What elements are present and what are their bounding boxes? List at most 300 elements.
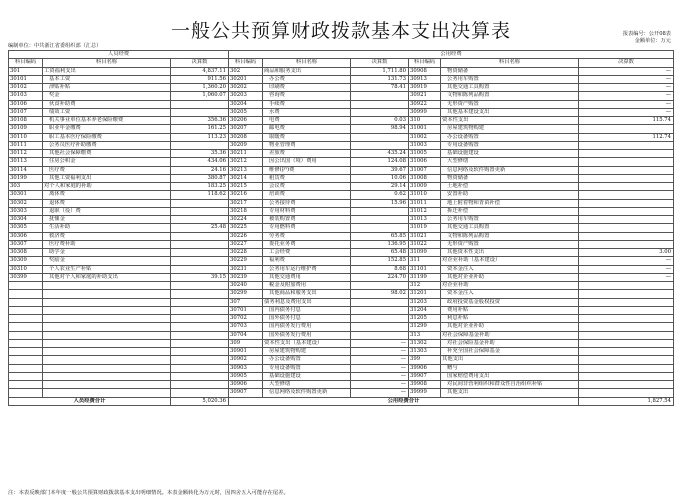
- col-header-code: 科目编码: [229, 59, 263, 67]
- right-amount: [579, 150, 674, 158]
- right-amount: [579, 381, 674, 389]
- right-name: 其他支出: [441, 389, 579, 397]
- left-code: 30111: [9, 141, 43, 149]
- left-code: 30112: [9, 150, 43, 158]
- left-amount: 4,837.11: [171, 67, 229, 75]
- mid-name: 物业管理费: [263, 141, 351, 149]
- right-amount: [579, 290, 674, 298]
- mid-code: 30231: [229, 265, 263, 273]
- mid-amount: 98.02: [351, 290, 409, 298]
- right-name: 房屋建筑物购建: [441, 125, 579, 133]
- table-row: [9, 348, 674, 356]
- left-code: 30107: [9, 108, 43, 116]
- mid-name: 邮电费: [263, 125, 351, 133]
- mid-name: 咨询费: [263, 92, 351, 100]
- left-name: [43, 331, 171, 339]
- right-amount: [579, 323, 674, 331]
- left-amount: [171, 315, 229, 323]
- right-amount: 3.00: [579, 249, 674, 257]
- right-code: 30913: [409, 75, 441, 83]
- mid-amount: —: [351, 364, 409, 372]
- right-amount: —: [579, 75, 674, 83]
- mid-amount: [351, 207, 409, 215]
- right-code: 399: [409, 356, 441, 364]
- left-amount: [171, 381, 229, 389]
- left-amount: [171, 290, 229, 298]
- left-code: 30303: [9, 207, 43, 215]
- mid-code: 30205: [229, 108, 263, 116]
- mid-code: 30701: [229, 306, 263, 314]
- right-amount: —: [579, 265, 674, 273]
- mid-name: 手续费: [263, 100, 351, 108]
- table-row: [9, 364, 674, 372]
- left-code: 30301: [9, 191, 43, 199]
- table-row: [9, 331, 674, 339]
- left-code: 30101: [9, 75, 43, 83]
- mid-name: 公务接待费: [263, 199, 351, 207]
- right-amount: [579, 183, 674, 191]
- right-name: 其他支出: [441, 356, 579, 364]
- mid-name: 委托业务费: [263, 240, 351, 248]
- mid-name: 差旅费: [263, 150, 351, 158]
- left-amount: [171, 249, 229, 257]
- right-code: 31021: [409, 232, 441, 240]
- right-name: 国家赔偿费用支出: [441, 372, 579, 380]
- table-row: [9, 133, 674, 141]
- left-amount: [171, 364, 229, 372]
- left-name: 退职（役）费: [43, 207, 171, 215]
- right-name: 物资储备: [441, 174, 579, 182]
- mid-code: 30204: [229, 100, 263, 108]
- col-header-code: 科目编码: [409, 59, 441, 67]
- table-row: [9, 100, 674, 108]
- table-row: [9, 141, 674, 149]
- mid-name: 其他商品和服务支出: [263, 290, 351, 298]
- right-name: 公务用车购置: [441, 75, 579, 83]
- left-name: 助学金: [43, 249, 171, 257]
- right-amount: [579, 174, 674, 182]
- right-name: 资本金注入: [441, 290, 579, 298]
- mid-code: 30216: [229, 191, 263, 199]
- left-code: 30108: [9, 117, 43, 125]
- right-amount: [579, 224, 674, 232]
- right-amount: [579, 216, 674, 224]
- table-row: [9, 232, 674, 240]
- left-amount: [171, 282, 229, 290]
- left-amount: [171, 216, 229, 224]
- left-name: [43, 389, 171, 397]
- right-name: 其他基本建设支出: [441, 108, 579, 116]
- table-row: [9, 84, 674, 92]
- right-name: 费用补贴: [441, 306, 579, 314]
- mid-code: 30902: [229, 356, 263, 364]
- section-personnel-header: 人员经费: [9, 51, 229, 59]
- table-row: [9, 282, 674, 290]
- compiling-unit: 编制单位：中共浙江省委组织部（汇总）: [8, 43, 102, 49]
- left-name: 生活补助: [43, 224, 171, 232]
- left-code: [9, 331, 43, 339]
- left-name: 个人农业生产补贴: [43, 265, 171, 273]
- left-name: 基本工资: [43, 75, 171, 83]
- left-amount: [171, 331, 229, 339]
- right-amount: [579, 232, 674, 240]
- right-code: 310: [409, 117, 441, 125]
- col-header-amount: 决算数: [351, 59, 409, 67]
- table-row: [9, 92, 674, 100]
- mid-name: 资本性支出（基本建设）: [263, 339, 351, 347]
- table-row: [9, 290, 674, 298]
- right-amount: [579, 166, 674, 174]
- right-amount: —: [579, 84, 674, 92]
- amount-unit: 金额单位：万元: [634, 38, 671, 44]
- table-row: [9, 265, 674, 273]
- right-name: 专用设备购置: [441, 141, 579, 149]
- col-header-amount: 决算数: [171, 59, 229, 67]
- mid-name: 电费: [263, 117, 351, 125]
- left-amount: 24.16: [171, 166, 229, 174]
- mid-name: 债务利息及费用支出: [263, 298, 351, 306]
- mid-name: 其他交通费用: [263, 273, 351, 281]
- left-name: 退休费: [43, 199, 171, 207]
- right-code: 31303: [409, 348, 441, 356]
- right-code: 311: [409, 257, 441, 265]
- right-code: 39999: [409, 389, 441, 397]
- mid-code: 30215: [229, 183, 263, 191]
- mid-amount: 65.48: [351, 249, 409, 257]
- left-name: [43, 364, 171, 372]
- mid-amount: [351, 216, 409, 224]
- mid-name: 专用材料费: [263, 207, 351, 215]
- table-row: [9, 372, 674, 380]
- left-amount: 161.25: [171, 125, 229, 133]
- mid-amount: 78.41: [351, 84, 409, 92]
- mid-code: 30226: [229, 232, 263, 240]
- right-code: 31007: [409, 166, 441, 174]
- right-amount: —: [579, 100, 674, 108]
- table-row: [9, 183, 674, 191]
- right-amount: [579, 282, 674, 290]
- mid-name: 水费: [263, 108, 351, 116]
- mid-amount: 435.24: [351, 150, 409, 158]
- table-row: [9, 249, 674, 257]
- right-code: 31003: [409, 141, 441, 149]
- mid-amount: 10.06: [351, 174, 409, 182]
- right-name: 赠与: [441, 364, 579, 372]
- left-amount: [171, 356, 229, 364]
- left-amount: [171, 232, 229, 240]
- left-name: [43, 290, 171, 298]
- left-code: 30309: [9, 257, 43, 265]
- form-number: 报表编号：公开08表: [622, 31, 671, 37]
- mid-code: 30901: [229, 348, 263, 356]
- left-amount: 35.36: [171, 150, 229, 158]
- left-name: 其他对个人和家庭的补助支出: [43, 273, 171, 281]
- left-code: 30109: [9, 125, 43, 133]
- right-amount: [579, 191, 674, 199]
- left-code: [9, 282, 43, 290]
- right-name: 其他对企业补助: [441, 323, 579, 331]
- mid-code: 30229: [229, 257, 263, 265]
- table-row: [9, 207, 674, 215]
- mid-amount: 8.68: [351, 265, 409, 273]
- mid-code: 30704: [229, 331, 263, 339]
- mid-code: 30703: [229, 323, 263, 331]
- left-code: [9, 306, 43, 314]
- mid-name: 福利费: [263, 257, 351, 265]
- right-name: 办公设备购置: [441, 133, 579, 141]
- expenditure-table: [8, 50, 674, 406]
- mid-amount: 0.62: [351, 191, 409, 199]
- right-code: 30908: [409, 67, 441, 75]
- mid-name: 国外债务付息: [263, 315, 351, 323]
- left-name: 机关事业单位基本养老保险缴费: [43, 117, 171, 125]
- public-total-label: 公用经费合计: [229, 397, 579, 405]
- right-name: 大型修缮: [441, 158, 579, 166]
- left-name: 公务员医疗补助缴费: [43, 141, 171, 149]
- mid-amount: 39.67: [351, 166, 409, 174]
- left-amount: [171, 199, 229, 207]
- right-code: 31002: [409, 133, 441, 141]
- mid-code: 30227: [229, 240, 263, 248]
- mid-code: 307: [229, 298, 263, 306]
- right-name: 基础设施建设: [441, 150, 579, 158]
- left-name: 伙食补助费: [43, 100, 171, 108]
- right-name: 拆迁补偿: [441, 207, 579, 215]
- right-code: 30999: [409, 108, 441, 116]
- left-code: [9, 290, 43, 298]
- right-code: 31101: [409, 265, 441, 273]
- table-row: [9, 224, 674, 232]
- right-name: 物资储备: [441, 67, 579, 75]
- personnel-total-value: 5,020.36: [171, 397, 229, 405]
- right-name: 其他资本性支出: [441, 249, 579, 257]
- mid-amount: 136.95: [351, 240, 409, 248]
- right-code: 31099: [409, 249, 441, 257]
- table-row: [9, 339, 674, 347]
- left-amount: [171, 257, 229, 265]
- left-code: 30113: [9, 158, 43, 166]
- right-name: 补充全国社会保障基金: [441, 348, 579, 356]
- left-code: 30103: [9, 92, 43, 100]
- left-amount: [171, 323, 229, 331]
- right-code: 31013: [409, 216, 441, 224]
- right-name: 对社会保险基金补助: [441, 339, 579, 347]
- right-amount: —: [579, 273, 674, 281]
- right-code: 31001: [409, 125, 441, 133]
- mid-code: 30207: [229, 125, 263, 133]
- table-row: [9, 67, 674, 75]
- public-total-value: 1,827.54: [579, 397, 674, 405]
- right-code: 31005: [409, 150, 441, 158]
- right-code: 313: [409, 331, 441, 339]
- table-row: [9, 381, 674, 389]
- mid-amount: 98.94: [351, 125, 409, 133]
- mid-amount: —: [351, 389, 409, 397]
- col-header-name: 科目名称: [441, 59, 579, 67]
- col-header-name: 科目名称: [263, 59, 351, 67]
- mid-code: 30218: [229, 207, 263, 215]
- right-amount: [579, 339, 674, 347]
- right-amount: —: [579, 257, 674, 265]
- right-name: 资本性支出: [441, 117, 579, 125]
- left-amount: 183.25: [171, 183, 229, 191]
- mid-amount: [351, 100, 409, 108]
- right-name: 安置补助: [441, 191, 579, 199]
- mid-name: 被装购置费: [263, 216, 351, 224]
- right-code: 31006: [409, 158, 441, 166]
- left-amount: [171, 298, 229, 306]
- mid-name: 公务用车运行维护费: [263, 265, 351, 273]
- mid-amount: 0.03: [351, 117, 409, 125]
- mid-amount: [351, 282, 409, 290]
- mid-amount: 131.73: [351, 75, 409, 83]
- right-name: 文物和陈列品购置: [441, 232, 579, 240]
- left-name: 奖金: [43, 92, 171, 100]
- right-amount: [579, 372, 674, 380]
- section-public-header: 公用经费: [229, 51, 674, 59]
- left-code: 30102: [9, 84, 43, 92]
- table-row: [9, 125, 674, 133]
- mid-code: 30907: [229, 389, 263, 397]
- table-row: [9, 323, 674, 331]
- table-row: [9, 389, 674, 397]
- right-name: 对企业补助（基本建设）: [441, 257, 579, 265]
- right-code: 31019: [409, 224, 441, 232]
- mid-name: 房屋建筑物购建: [263, 348, 351, 356]
- left-code: 30114: [9, 166, 43, 174]
- mid-amount: [351, 108, 409, 116]
- left-name: [43, 381, 171, 389]
- mid-amount: 29.14: [351, 183, 409, 191]
- mid-amount: [351, 133, 409, 141]
- mid-name: 信息网络及软件购置更新: [263, 389, 351, 397]
- left-amount: 113.23: [171, 133, 229, 141]
- right-name: 对民间非营利组织和群众性自治组织补贴: [441, 381, 579, 389]
- right-code: 312: [409, 282, 441, 290]
- mid-name: 因公出国（境）费用: [263, 158, 351, 166]
- left-name: [43, 356, 171, 364]
- mid-name: 国外债务发行费用: [263, 331, 351, 339]
- right-name: 无形资产购置: [441, 240, 579, 248]
- left-amount: 1,360.20: [171, 84, 229, 92]
- right-code: 31299: [409, 323, 441, 331]
- right-code: 31012: [409, 207, 441, 215]
- left-amount: [171, 306, 229, 314]
- mid-name: 商品和服务支出: [263, 67, 351, 75]
- mid-amount: [351, 331, 409, 339]
- left-code: [9, 339, 43, 347]
- right-amount: [579, 141, 674, 149]
- mid-name: 会议费: [263, 183, 351, 191]
- left-code: [9, 389, 43, 397]
- col-header-amount: 决算数: [579, 59, 674, 67]
- left-name: 其他社会保障缴费: [43, 150, 171, 158]
- mid-code: 30214: [229, 174, 263, 182]
- left-code: [9, 364, 43, 372]
- left-code: 30302: [9, 199, 43, 207]
- right-name: 信息网络及软件购置更新: [441, 166, 579, 174]
- right-amount: 115.74: [579, 117, 674, 125]
- table-row: [9, 199, 674, 207]
- mid-code: 30239: [229, 273, 263, 281]
- right-amount: [579, 125, 674, 133]
- mid-amount: 124.08: [351, 158, 409, 166]
- mid-code: 30905: [229, 372, 263, 380]
- right-amount: —: [579, 67, 674, 75]
- left-name: 其他工资福利支出: [43, 174, 171, 182]
- right-amount: [579, 298, 674, 306]
- right-amount: 112.74: [579, 133, 674, 141]
- mid-code: 30212: [229, 158, 263, 166]
- left-amount: 25.48: [171, 224, 229, 232]
- left-amount: 118.62: [171, 191, 229, 199]
- right-amount: [579, 364, 674, 372]
- left-name: 工资福利支出: [43, 67, 171, 75]
- mid-code: 30217: [229, 199, 263, 207]
- mid-amount: 224.70: [351, 273, 409, 281]
- left-code: [9, 298, 43, 306]
- mid-code: 30240: [229, 282, 263, 290]
- right-amount: [579, 199, 674, 207]
- right-name: 其他交通工具购置: [441, 224, 579, 232]
- mid-name: 印刷费: [263, 84, 351, 92]
- mid-amount: —: [351, 339, 409, 347]
- right-code: 31009: [409, 183, 441, 191]
- mid-code: 30299: [229, 290, 263, 298]
- mid-name: 专用燃料费: [263, 224, 351, 232]
- left-name: 对个人和家庭的补助: [43, 183, 171, 191]
- left-amount: [171, 108, 229, 116]
- left-code: 30106: [9, 100, 43, 108]
- right-name: 公务用车购置: [441, 216, 579, 224]
- table-row: [9, 315, 674, 323]
- mid-name: 国内债务付息: [263, 306, 351, 314]
- right-code: 30919: [409, 84, 441, 92]
- mid-code: 30225: [229, 224, 263, 232]
- left-name: 职业年金缴费: [43, 125, 171, 133]
- right-name: 其他交通工具购置: [441, 84, 579, 92]
- table-row: [9, 216, 674, 224]
- mid-amount: 1,711.80: [351, 67, 409, 75]
- left-name: [43, 315, 171, 323]
- left-amount: 380.87: [171, 174, 229, 182]
- mid-code: 30203: [229, 92, 263, 100]
- mid-amount: —: [351, 381, 409, 389]
- left-name: [43, 306, 171, 314]
- table-row: [9, 257, 674, 265]
- table-row: [9, 166, 674, 174]
- mid-code: 30224: [229, 216, 263, 224]
- left-amount: 1,060.07: [171, 92, 229, 100]
- left-code: 30399: [9, 273, 43, 281]
- mid-amount: [351, 323, 409, 331]
- mid-name: 办公费: [263, 75, 351, 83]
- mid-amount: —: [351, 356, 409, 364]
- right-name: 政府投资基金股权投资: [441, 298, 579, 306]
- left-amount: [171, 265, 229, 273]
- left-amount: [171, 240, 229, 248]
- right-name: 其他对企业补助: [441, 273, 579, 281]
- left-code: [9, 315, 43, 323]
- mid-name: 劳务费: [263, 232, 351, 240]
- right-name: 文物和陈列品购置: [441, 92, 579, 100]
- left-code: 30199: [9, 174, 43, 182]
- right-amount: [579, 331, 674, 339]
- right-code: 31011: [409, 199, 441, 207]
- left-amount: 356.36: [171, 117, 229, 125]
- table-row: [9, 298, 674, 306]
- mid-amount: [351, 298, 409, 306]
